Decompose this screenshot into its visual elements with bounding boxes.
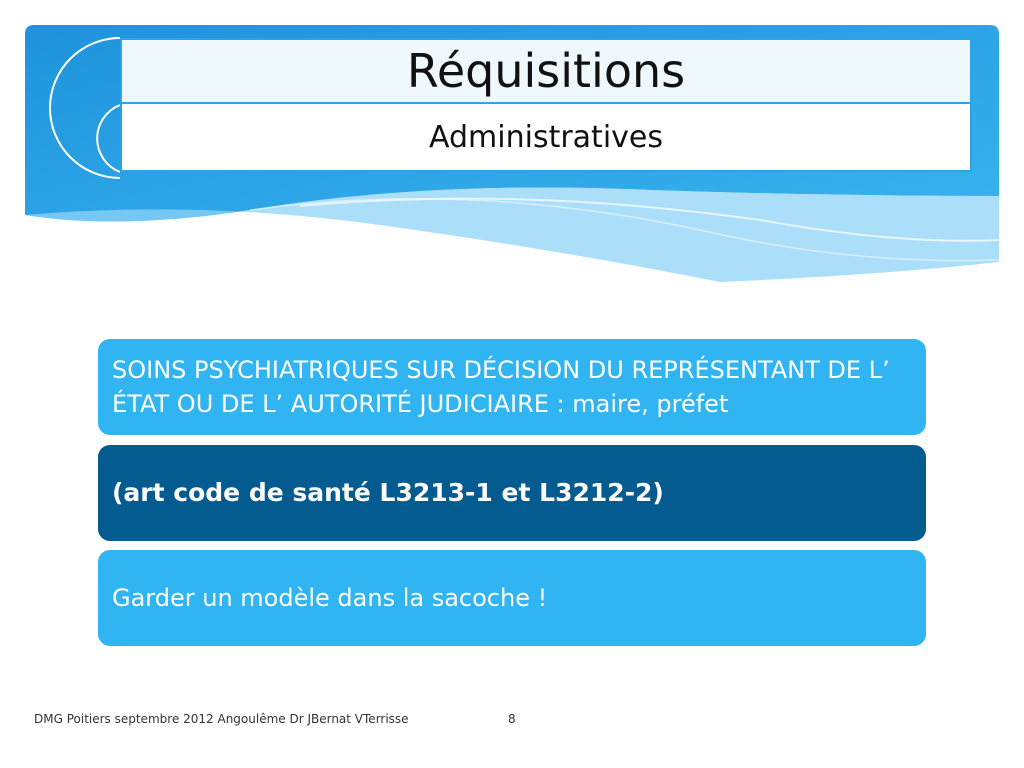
slide-title: Réquisitions xyxy=(122,40,970,104)
page-number: 8 xyxy=(508,712,516,726)
slide-subtitle: Administratives xyxy=(429,119,663,155)
title-box xyxy=(120,38,972,172)
content-block-3 xyxy=(98,550,926,646)
content-block-2 xyxy=(98,445,926,541)
footer-text: DMG Poitiers septembre 2012 Angoulême Dr JBernat VTerrisse xyxy=(34,712,409,726)
content-block-3-text: Garder un modèle dans la sacoche ! xyxy=(112,584,548,612)
content-block-1-text: SOINS PSYCHIATRIQUES SUR DÉCISION DU REPRÉSENTANT DE L’ ÉTAT OU DE L’ AUTORITÉ JUDICIAIRE : maire, préfet xyxy=(112,356,890,418)
content-block-1 xyxy=(98,339,926,435)
content-block-2-text: (art code de santé L3213-1 et L3212-2) xyxy=(112,478,664,507)
